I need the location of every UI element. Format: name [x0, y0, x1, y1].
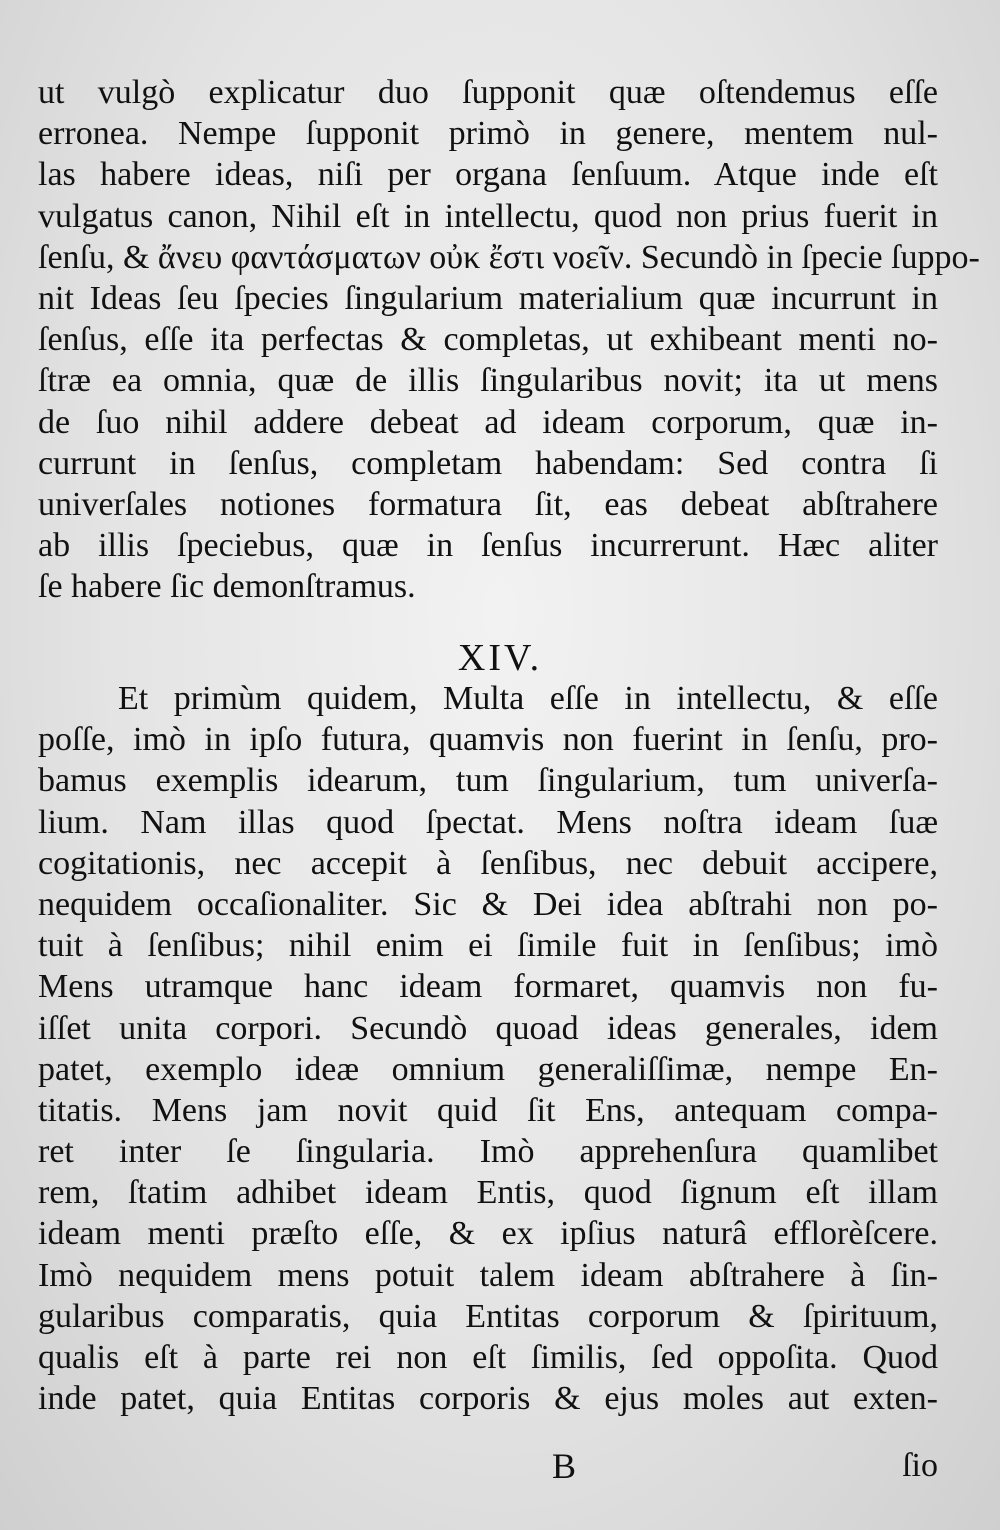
text-line: Imò nequidem mens potuit talem ideam abſtrahere à ſin-: [38, 1256, 938, 1294]
text-line: currunt in ſenſus, completam habendam: Sed contra ſi: [38, 444, 938, 482]
catchword: ſio: [902, 1447, 938, 1484]
text-line: ſtræ ea omnia, quæ de illis ſingularibus novit; ita ut mens: [38, 362, 938, 400]
text-line: iſſet unita corpori. Secundò quoad ideas generales, idem: [38, 1009, 938, 1047]
text-line: Mens utramque hanc ideam formaret, quamvis non fu-: [38, 968, 938, 1006]
text-line: erronea. Nempe ſupponit primò in genere, mentem nul-: [38, 115, 938, 153]
section-heading: XIV.: [457, 637, 543, 679]
text-line: qualis eſt à parte rei non eſt ſimilis, ſed oppoſita. Quod: [38, 1339, 938, 1376]
signature-mark: B: [552, 1446, 577, 1486]
text-line: nequidem occaſionaliter. Sic & Dei idea abſtrahi non po-: [38, 885, 938, 923]
text-line: gularibus comparatis, quia Entitas corporum & ſpirituum,: [38, 1297, 938, 1335]
text-line: ut vulgò explicatur duo ſupponit quæ oſtendemus eſſe: [38, 74, 938, 111]
text-line: ſe habere ſic demonſtramus.: [38, 568, 416, 606]
text-line: ſenſu, & ἄνευ φαντάσματων οὐκ ἔστι νοεῖν. Secundò in ſpecie ſuppo-: [38, 238, 980, 276]
text-line: cogitationis, nec accepit à ſenſibus, nec debuit accipere,: [38, 844, 938, 882]
text-line: bamus exemplis idearum, tum ſingularium, tum univerſa-: [38, 762, 938, 800]
text-line: ſenſus, eſſe ita perfectas & completas, ut exhibeant menti no-: [38, 321, 938, 359]
text-line: rem, ſtatim adhibet ideam Entis, quod ſignum eſt illam: [38, 1174, 938, 1212]
text-line: titatis. Mens jam novit quid ſit Ens, antequam compa-: [38, 1091, 938, 1129]
text-line: las habere ideas, niſi per organa ſenſuum. Atque inde eſt: [38, 156, 938, 194]
text-line: poſſe, imò in ipſo futura, quamvis non fuerint in ſenſu, pro-: [38, 721, 938, 759]
text-line: inde patet, quia Entitas corporis & ejus moles aut exten-: [38, 1380, 938, 1418]
text-line: vulgatus canon, Nihil eſt in intellectu, quod non prius fuerit in: [38, 197, 938, 235]
paragraph-bottom: [38, 678, 938, 1419]
text-line: Et primùm quidem, Multa eſſe in intellectu, & eſſe: [118, 680, 938, 717]
text-line: patet, exemplo ideæ omnium generaliſſimæ, nempe En-: [38, 1050, 938, 1088]
text-line: lium. Nam illas quod ſpectat. Mens noſtra ideam ſuæ: [38, 803, 938, 841]
text-line: nit Ideas ſeu ſpecies ſingularium materialium quæ incurrunt in: [38, 279, 938, 317]
text-line: tuit à ſenſibus; nihil enim ei ſimile fuit in ſenſibus; imò: [38, 927, 938, 965]
text-line: ideam menti præſto eſſe, & ex ipſius naturâ efflorèſcere.: [38, 1215, 938, 1253]
text-line: ab illis ſpeciebus, quæ in ſenſus incurrerunt. Hæc aliter: [38, 527, 938, 565]
paragraph-top: [38, 72, 980, 607]
text-line: ret inter ſe ſingularia. Imò apprehenſura quamlibet: [38, 1133, 938, 1171]
text-line: univerſales notiones formatura ſit, eas debeat abſtrahere: [38, 485, 938, 523]
text-line: de ſuo nihil addere debeat ad ideam corporum, quæ in-: [38, 403, 938, 441]
